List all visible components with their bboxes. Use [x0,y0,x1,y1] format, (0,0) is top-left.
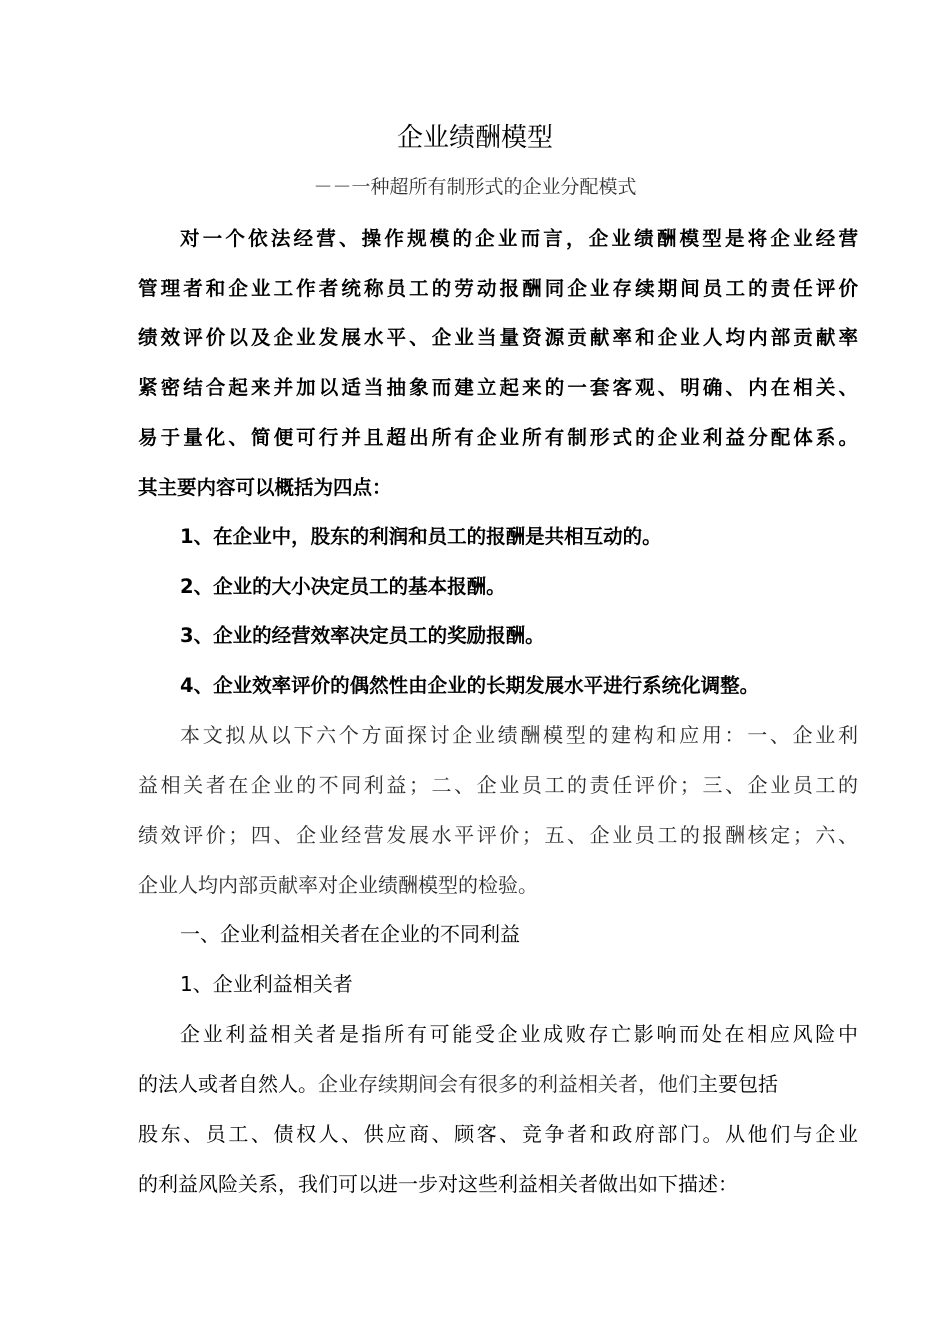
body-line [138,1059,858,1109]
intro-line: 其主要内容可以概括为四点： [138,476,392,499]
body-line [180,1009,858,1059]
document-title: 企业绩酬模型 [396,123,553,153]
document-subtitle: －－一种超所有制形式的企业分配模式 [313,176,637,198]
intro-line: 对一个依法经营、操作规模的企业而言，企业绩酬模型是将企业经营 [180,227,858,250]
section-heading: 一、企业利益相关者在企业的不同利益 [180,922,520,946]
intro-line: 绩效评价以及企业发展水平、企业当量资源贡献率和企业人均内部贡献率 [138,326,858,349]
body-text-regular: 企业存续期间会有很多的利益相关者，他们 [318,1072,698,1096]
body-text: 主要包括 [698,1072,778,1096]
body-line [138,1159,858,1209]
intro-line: 紧密结合起来并加以适当抽象而建立起来的一套客观、明确、内在相关、 [138,376,858,399]
subsection-heading: 1、企业利益相关者 [180,972,353,996]
point-item: 4、企业效率评价的偶然性由企业的长期发展水平进行系统化调整。 [180,674,760,697]
point-item: 3、企业的经营效率决定员工的奖励报酬。 [180,624,545,647]
overview-line: 企业人均内部贡献率对企业绩酬模型的检验。 [138,873,538,897]
body-text: 股东、员工、债权人、供应商、顾客、竞争者和政府部门。从他们与企业 [138,1122,858,1146]
body-text: 企业利益相关者是指所有可能受企业成败存亡影响而处在相应风险中 [180,1022,858,1046]
overview-line: 益相关者在企业的不同利益；二、企业员工的责任评价；三、企业员工的 [138,773,858,797]
overview-line: 绩效评价；四、企业经营发展水平评价；五、企业员工的报酬核定；六、 [138,823,858,847]
body-text: 的法人或者自然人。 [138,1072,318,1096]
overview-line: 本文拟从以下六个方面探讨企业绩酬模型的建构和应用：一、企业利 [180,723,858,747]
intro-line: 易于量化、简便可行并且超出所有企业所有制形式的企业利益分配体系。 [138,426,858,449]
body-text: 的利益风险关系，我们可以进一步对这些利益相关者做出如下描述： [138,1172,738,1196]
intro-line: 管理者和企业工作者统称员工的劳动报酬同企业存续期间员工的责任评价 [138,277,858,300]
point-item: 1、在企业中，股东的利润和员工的报酬是共相互动的。 [180,525,662,548]
body-line [138,1109,858,1159]
point-item: 2、企业的大小决定员工的基本报酬。 [180,575,506,598]
